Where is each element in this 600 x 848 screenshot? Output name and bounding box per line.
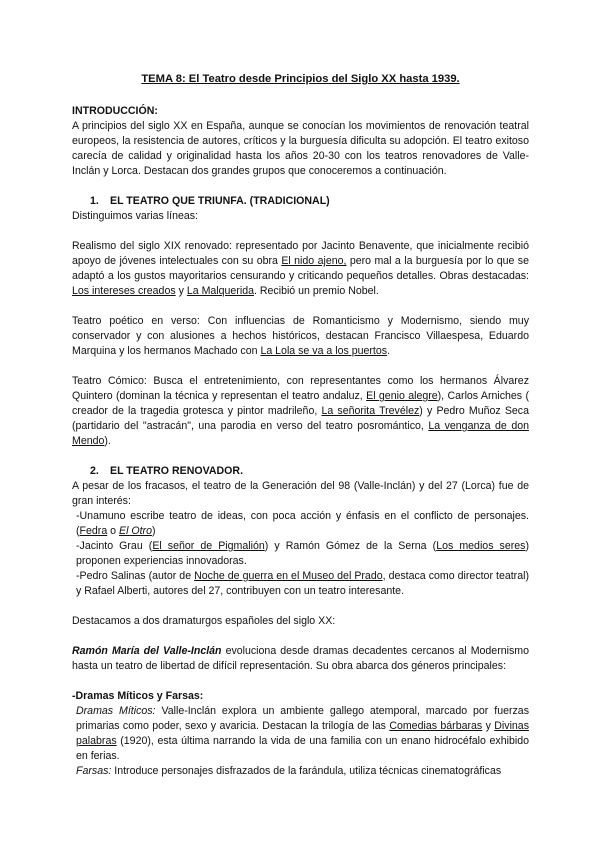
work-noche-de-guerra: Noche de guerra en el Museo del Prado [194, 570, 383, 582]
farsas-paragraph: Farsas: Introduce personajes disfrazados de la farándula, utiliza técnicas cinematográficas [76, 765, 502, 777]
work-el-genio-alegre: El genio alegre [366, 390, 438, 402]
work-los-intereses-creados: Los intereses creados [72, 285, 176, 297]
work-la-senorita-trevelez: La señorita Trevélez [321, 405, 420, 417]
dramas-miticos-label: Dramas Míticos: [76, 705, 156, 717]
section1-number: 1. [90, 195, 99, 207]
work-la-venganza-de-don-mendo: La venganza de don Mendo [72, 420, 529, 447]
document-page [72, 72, 529, 779]
valle-inclan-paragraph: Ramón María del Valle-Inclán evoluciona desde dramas decadentes cercanos al Modernismo hasta un teatro de libertad de difícil representación. Su obra abarca dos géneros principales: [72, 645, 529, 672]
unamuno-paragraph: -Unamuno escribe teatro de ideas, con poca acción y énfasis en el conflicto de personajes. (Fedra o El Otro) [76, 510, 529, 537]
work-fedra: Fedra [79, 525, 108, 537]
dramas-heading: -Dramas Míticos y Farsas: [72, 690, 204, 702]
section2-title: EL TEATRO RENOVADOR. [110, 465, 244, 477]
dramas-miticos-paragraph: Dramas Míticos: Valle-Inclán explora un ambiente gallego atemporal, marcado por fuerzas primarias como poder, sexo y avaricia. Destacan la trilogía de las Comedias bárbaras y Divinas palabras (1920), esta última narrando la vida de una familia con un enano hidrocéfalo exhibido en ferias. [76, 705, 530, 762]
featured-dramatists: Destacamos a dos dramaturgos españoles del siglo XX: [72, 615, 336, 627]
work-el-nido-ajeno: El nido ajeno, [281, 255, 347, 267]
section2-lead: A pesar de los fracasos, el teatro de la Generación del 98 (Valle-Inclán) y del 27 (Lorca) fue de gran interés: [72, 480, 529, 507]
farsas-label: Farsas: [76, 765, 112, 777]
work-los-medios-seres: Los medios seres [436, 540, 526, 552]
section1-heading [90, 194, 529, 209]
intro-paragraph: A principios del siglo XX en España, aunque se conocían los movimientos de renovación teatral europeos, la resistencia de autores, críticos y la burguesía dificulta su adopción. El teatro exitoso carecía de calidad y originalidad hasta los años 20-30 con los teatros renovadores de Valle-Inclán y Lorca. Destacan dos grandes grupos que conoceremos a continuación. [72, 120, 529, 177]
work-comedias-barbaras: Comedias bárbaras [389, 720, 483, 732]
section1-lead: Distinguimos varias líneas: [72, 210, 198, 222]
realismo-paragraph: Realismo del siglo XIX renovado: representado por Jacinto Benavente, que inicialmente recibió apoyo de jóvenes intelectuales con su obra El nido ajeno, pero mal a la burguesía por lo que se adaptó a los gustos mayoritarios censurando y criticando pequeños detalles. Obras destacadas: Los intereses creados y La Malquerida. Recibió un premio Nobel. [72, 240, 529, 297]
work-divinas-palabras: Divinas palabras [76, 720, 530, 747]
work-el-senor-de-pigmalion: El señor de Pigmalión [152, 540, 265, 552]
section2-heading [90, 464, 529, 479]
grau-paragraph: -Jacinto Grau (El señor de Pigmalión) y Ramón Gómez de la Serna (Los medios seres) proponen experiencias innovadoras. [76, 540, 529, 567]
section1-title: EL TEATRO QUE TRIUNFA. (TRADICIONAL) [110, 195, 330, 207]
section2-number: 2. [90, 465, 99, 477]
intro-heading: INTRODUCCIÓN: [72, 105, 158, 117]
document-title: TEMA 8: El Teatro desde Principios del Siglo XX hasta 1939. [141, 73, 460, 85]
work-el-otro: El Otro [119, 525, 152, 537]
work-la-lola: La Lola se va a los puertos [260, 345, 388, 357]
teatro-poetico-paragraph: Teatro poético en verso: Con influencias de Romanticismo y Modernismo, siendo muy conservador y con alusiones a hechos históricos, destacan Francisco Villaespesa, Eduardo Marquina y los hermanos Machado con La Lola se va a los puertos. [72, 315, 529, 357]
teatro-comico-paragraph: Teatro Cómico: Busca el entretenimiento, con representantes como los hermanos Álvarez Quintero (dominan la técnica y representan el teatro andaluz, El genio alegre), Carlos Arniches ( creador de la tragedia grotesca y pintor madrileño, La señorita Trevélez) y Pedro Muñoz Seca (partidario del "astracán", una parodia en verso del teatro posromántico, La venganza de don Mendo). [72, 375, 529, 447]
salinas-paragraph: -Pedro Salinas (autor de Noche de guerra en el Museo del Prado, destaca como director teatral) y Rafael Alberti, autores del 27, contribuyen con un teatro interesante. [76, 570, 529, 597]
work-la-malquerida: La Malquerida [186, 285, 254, 297]
valle-inclan-name: Ramón María del Valle-Inclán [72, 645, 222, 657]
